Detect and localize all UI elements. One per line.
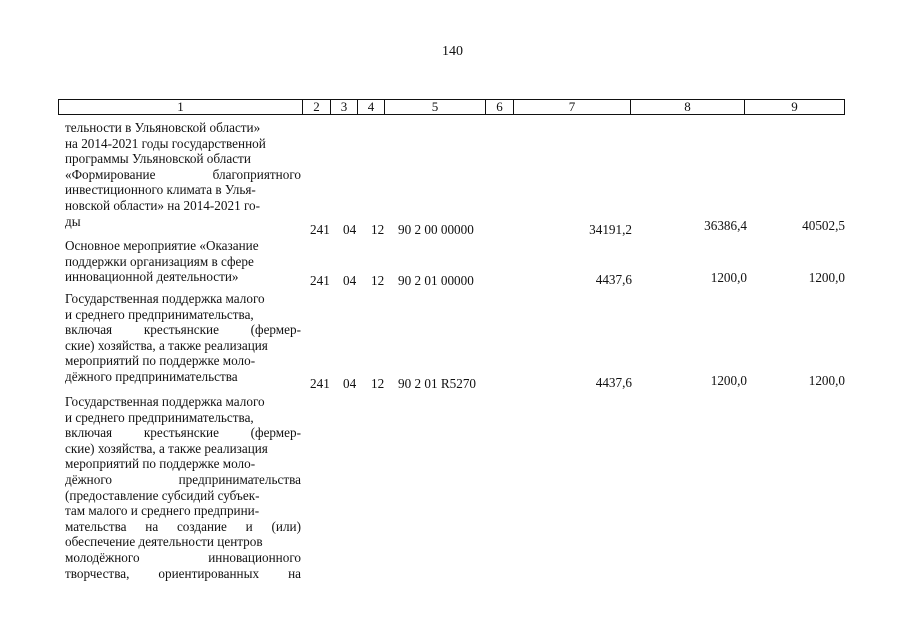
cell-col-8: 1200,0 [710,270,747,285]
row-description [65,238,301,285]
column-header-8: 8 [631,100,745,114]
row-description [65,120,301,229]
page-number: 140 [442,44,463,59]
cell-col-8: 36386,4 [704,218,747,233]
cell-col-2: 241 [310,222,330,237]
description-line: на 2014-2021 годы государственной [65,135,266,151]
cell-col-9: 1200,0 [808,270,845,285]
cell-col-2: 241 [310,376,330,391]
cell-col-4: 12 [371,222,385,237]
description-line: Основное мероприятие «Оказание [65,238,259,253]
description-line: там малого и среднего предприни- [65,503,260,519]
description-line: и среднего предпринимательства, [65,409,254,425]
table-header [58,99,845,115]
column-header-7: 7 [514,100,631,114]
cell-col-3: 04 [343,376,357,391]
description-line: обеспечение деятельности центров [65,534,263,550]
description-line: мательства на создание и (или) [65,518,301,534]
description-line: Государственная поддержка малого [65,394,265,409]
cell-col-7: 34191,2 [589,222,632,237]
column-header-2: 2 [303,100,331,114]
description-line: дёжного предпринимательства [65,471,301,487]
description-line: включая крестьянские (фермер- [65,322,301,338]
description-line: ские) хозяйства, а также реализация [65,440,268,456]
cell-col-3: 04 [343,273,357,288]
cell-col-5: 90 2 00 00000 [398,222,474,237]
cell-col-8: 1200,0 [710,373,747,388]
description-line: «Формирование благоприятного [65,166,301,182]
cell-col-4: 12 [371,273,385,288]
description-line: программы Ульяновской области [65,151,251,167]
description-line: молодёжного инновационного [65,549,301,565]
row-description [65,394,301,581]
cell-col-3: 04 [343,222,357,237]
column-header-4: 4 [358,100,385,114]
cell-col-7: 4437,6 [595,272,632,287]
description-line: Государственная поддержка малого [65,291,265,306]
cell-col-4: 12 [371,376,385,391]
description-line: ды [65,213,81,229]
row-description [65,291,301,385]
description-line: инвестиционного климата в Улья- [65,182,256,198]
description-line: поддержки организациям в сфере [65,253,254,269]
cell-col-9: 40502,5 [802,218,845,233]
column-header-5: 5 [385,100,486,114]
cell-col-5: 90 2 01 R5270 [398,376,477,391]
description-line: включая крестьянские (фермер- [65,425,301,441]
column-header-6: 6 [486,100,514,114]
column-header-3: 3 [331,100,358,114]
description-line: и среднего предпринимательства, [65,306,254,322]
description-line: мероприятий по поддержке моло- [65,353,256,369]
column-header-9: 9 [791,99,798,114]
description-line: мероприятий по поддержке моло- [65,456,256,472]
column-header-1: 1 [59,100,303,114]
cell-col-2: 241 [310,273,330,288]
description-line: инновационной деятельности» [65,269,239,285]
description-line: дёжного предпринимательства [65,368,238,384]
description-line: творчества, ориентированных на [65,565,301,581]
cell-col-7: 4437,6 [595,375,632,390]
description-line: новской области» на 2014-2021 го- [65,197,261,213]
cell-col-5: 90 2 01 00000 [398,273,474,288]
description-line: ские) хозяйства, а также реализация [65,337,268,353]
description-line: тельности в Ульяновской области» [65,120,261,135]
description-line: (предоставление субсидий субъек- [65,487,260,503]
cell-col-9: 1200,0 [808,373,845,388]
